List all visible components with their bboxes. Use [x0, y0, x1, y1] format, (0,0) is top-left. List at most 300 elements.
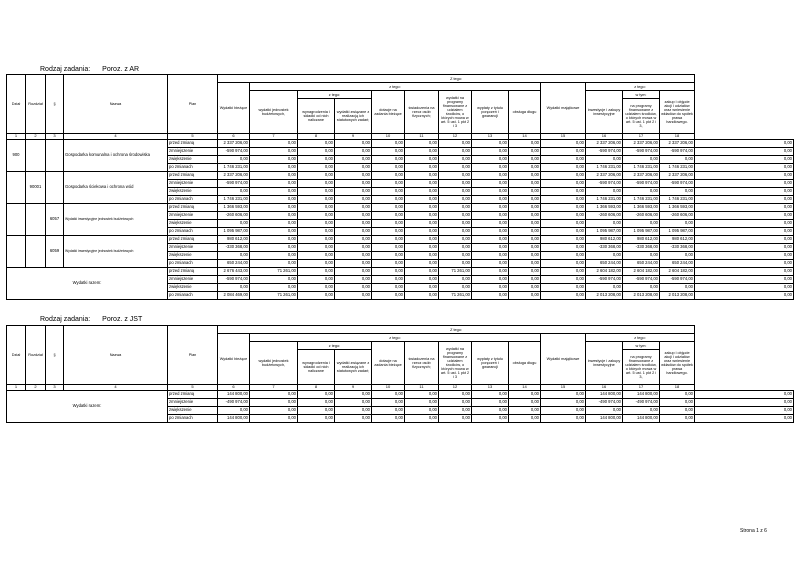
- value-cell: 0,00: [695, 415, 794, 423]
- table-row: [7, 391, 794, 399]
- value-cell: 0,00: [372, 196, 405, 204]
- value-cell: 0,00: [250, 204, 298, 212]
- value-cell: 1 746 231,00: [660, 196, 695, 204]
- value-cell: 0,00: [509, 284, 541, 292]
- value-cell: 0,00: [372, 188, 405, 196]
- value-cell: 0,00: [541, 156, 586, 164]
- value-cell: 0,00: [509, 407, 541, 415]
- value-cell: 0,00: [695, 391, 794, 399]
- value-cell: 1 746 231,00: [660, 164, 695, 172]
- value-cell: 0,00: [541, 148, 586, 156]
- column-number: 16: [586, 134, 623, 140]
- column-number: 4: [64, 385, 168, 391]
- header-wydatki-programy: wydatki na programy finansowane z udziałem środków, o których mowa w art. 5 ust. 1 pkt 2 i 3: [439, 91, 472, 134]
- value-cell: 0,00: [509, 140, 541, 148]
- value-cell: 0,00: [695, 140, 794, 148]
- value-cell: -590 974,00: [660, 148, 695, 156]
- value-cell: 0,00: [250, 276, 298, 284]
- value-cell: 0,00: [298, 260, 335, 268]
- value-cell: 0,00: [586, 284, 623, 292]
- value-cell: 1 746 231,00: [623, 164, 660, 172]
- value-cell: 0,00: [372, 276, 405, 284]
- value-cell: 0,00: [509, 276, 541, 284]
- value-cell: 0,00: [509, 292, 541, 300]
- header-z-tego-jednostek: z tego:: [298, 342, 372, 350]
- value-cell: 0,00: [472, 156, 509, 164]
- value-cell: 0,00: [541, 415, 586, 423]
- task-type-label: Rodzaj zadania:: [40, 316, 91, 323]
- value-cell: 0,00: [298, 140, 335, 148]
- value-cell: 0,00: [372, 212, 405, 220]
- value-cell: 144 800,00: [623, 391, 660, 399]
- value-cell: 0,00: [472, 399, 509, 407]
- value-cell: 0,00: [541, 407, 586, 415]
- value-cell: -590 974,00: [586, 180, 623, 188]
- value-cell: 0,00: [335, 220, 372, 228]
- value-cell: 0,00: [405, 140, 439, 148]
- header-wydatki-majatkowe: Wydatki majątkowe: [541, 83, 586, 134]
- header-dotacje: dotacje na zadania bieżące: [372, 342, 405, 385]
- value-cell: 0,00: [509, 260, 541, 268]
- value-cell: 0,00: [250, 220, 298, 228]
- value-cell: -260 606,00: [623, 212, 660, 220]
- header-inwestycje: inwestycje i zakupy inwestycyjne: [586, 91, 623, 134]
- value-cell: 0,00: [472, 164, 509, 172]
- paragraph-cell: [46, 140, 64, 172]
- value-cell: 0,00: [509, 236, 541, 244]
- header-z-tego-jednostek: z tego:: [298, 91, 372, 99]
- value-cell: 0,00: [298, 148, 335, 156]
- value-cell: 0,00: [405, 164, 439, 172]
- value-cell: 0,00: [695, 276, 794, 284]
- value-cell: -590 974,00: [218, 148, 250, 156]
- value-cell: 0,00: [660, 407, 695, 415]
- value-cell: 0,00: [623, 220, 660, 228]
- row-label: zmniejszenie: [168, 276, 218, 284]
- task-type-label: Rodzaj zadania:: [40, 66, 91, 73]
- value-cell: 0,00: [695, 164, 794, 172]
- column-number: 12: [439, 134, 472, 140]
- value-cell: 0,00: [250, 148, 298, 156]
- value-cell: 0,00: [250, 399, 298, 407]
- value-cell: 0,00: [298, 415, 335, 423]
- header-plan: Plan: [168, 326, 218, 385]
- value-cell: 0,00: [472, 292, 509, 300]
- value-cell: -590 974,00: [218, 180, 250, 188]
- value-cell: 0,00: [660, 415, 695, 423]
- column-number: 8: [298, 385, 335, 391]
- name-cell: Gospodarka komunalna i ochrona środowiska: [64, 140, 168, 172]
- value-cell: 0,00: [298, 228, 335, 236]
- value-cell: 71 261,00: [439, 292, 472, 300]
- value-cell: -490 974,00: [218, 399, 250, 407]
- value-cell: 0,00: [541, 180, 586, 188]
- value-cell: 0,00: [405, 180, 439, 188]
- paragraph-cell: 6057: [46, 204, 64, 236]
- value-cell: 0,00: [372, 156, 405, 164]
- header-z-tego-majatkowe: z tego:: [586, 83, 695, 91]
- value-cell: 650 244,00: [218, 260, 250, 268]
- value-cell: 0,00: [439, 140, 472, 148]
- row-label: zmniejszenie: [168, 244, 218, 252]
- value-cell: 0,00: [335, 212, 372, 220]
- value-cell: 0,00: [335, 260, 372, 268]
- value-cell: 0,00: [472, 188, 509, 196]
- expenditure-table-jst: [6, 325, 794, 423]
- value-cell: 0,00: [405, 244, 439, 252]
- value-cell: 0,00: [250, 228, 298, 236]
- column-number: 2: [26, 385, 46, 391]
- row-label: po zmianach: [168, 196, 218, 204]
- value-cell: 0,00: [372, 407, 405, 415]
- value-cell: 0,00: [541, 140, 586, 148]
- task-type-value: Poroz. z AR: [102, 66, 140, 73]
- value-cell: 0,00: [250, 284, 298, 292]
- row-label: przed zmianą: [168, 172, 218, 180]
- value-cell: -260 606,00: [660, 212, 695, 220]
- value-cell: 71 261,00: [250, 292, 298, 300]
- value-cell: 0,00: [439, 156, 472, 164]
- header-zakup-akcji: zakup i objęcie akcji i udziałów oraz wniesienie wkładów do spółek prawa handlowego.: [660, 342, 695, 385]
- value-cell: 0,00: [439, 276, 472, 284]
- value-cell: 0,00: [298, 276, 335, 284]
- value-cell: 0,00: [509, 268, 541, 276]
- value-cell: 144 800,00: [623, 415, 660, 423]
- value-cell: 0,00: [541, 391, 586, 399]
- header-inwestycje-programy: na programy finansowane z udziałem środków, o których mowa w art. 5 ust. 1 pkt 2 i 3,: [623, 99, 660, 134]
- value-cell: 0,00: [541, 220, 586, 228]
- value-cell: 0,00: [335, 268, 372, 276]
- rozdzial-cell: [26, 140, 46, 172]
- value-cell: 0,00: [298, 156, 335, 164]
- value-cell: 0,00: [541, 399, 586, 407]
- value-cell: 0,00: [218, 284, 250, 292]
- value-cell: 0,00: [372, 228, 405, 236]
- rozdzial-cell: [26, 204, 46, 236]
- value-cell: 0,00: [541, 276, 586, 284]
- value-cell: 0,00: [439, 391, 472, 399]
- value-cell: 0,00: [405, 228, 439, 236]
- value-cell: 0,00: [472, 260, 509, 268]
- header-w-tym: w tym:: [623, 342, 660, 350]
- value-cell: 0,00: [335, 252, 372, 260]
- value-cell: 2 013 208,00: [586, 292, 623, 300]
- value-cell: 0,00: [586, 156, 623, 164]
- header-wydatki-programy: wydatki na programy finansowane z udziałem środków, o których mowa w art. 5 ust. 1 pkt 2 i 3: [439, 342, 472, 385]
- column-number: 13: [472, 385, 509, 391]
- value-cell: 0,00: [439, 260, 472, 268]
- dzial-cell: [7, 204, 26, 236]
- value-cell: -590 974,00: [586, 276, 623, 284]
- value-cell: 0,00: [439, 212, 472, 220]
- header-paragraph: §: [46, 75, 64, 134]
- row-label: przed zmianą: [168, 204, 218, 212]
- value-cell: -490 974,00: [623, 399, 660, 407]
- value-cell: 1 095 987,00: [586, 228, 623, 236]
- value-cell: 0,00: [695, 284, 794, 292]
- value-cell: 0,00: [218, 188, 250, 196]
- value-cell: 0,00: [509, 220, 541, 228]
- column-number: 7: [250, 134, 298, 140]
- value-cell: 0,00: [298, 220, 335, 228]
- value-cell: 0,00: [298, 172, 335, 180]
- value-cell: 0,00: [509, 252, 541, 260]
- value-cell: -590 974,00: [218, 276, 250, 284]
- value-cell: 2 337 206,00: [623, 172, 660, 180]
- column-number: 1: [7, 385, 26, 391]
- column-number: 18: [660, 385, 695, 391]
- dzial-cell: [7, 236, 26, 268]
- value-cell: 0,00: [472, 415, 509, 423]
- column-number: 9: [335, 134, 372, 140]
- value-cell: 0,00: [660, 252, 695, 260]
- value-cell: 0,00: [372, 172, 405, 180]
- header-nazwa: Nazwa: [64, 75, 168, 134]
- value-cell: 0,00: [660, 284, 695, 292]
- value-cell: 0,00: [695, 268, 794, 276]
- value-cell: 0,00: [335, 172, 372, 180]
- row-label: przed zmianą: [168, 140, 218, 148]
- header-inwestycje-programy: na programy finansowane z udziałem środków, o których mowa w art. 5 ust. 1 pkt 2 i 3,: [623, 350, 660, 385]
- column-number: 16: [586, 385, 623, 391]
- value-cell: 650 244,00: [660, 260, 695, 268]
- value-cell: 0,00: [405, 276, 439, 284]
- value-cell: 0,00: [472, 180, 509, 188]
- header-plan: Plan: [168, 75, 218, 134]
- value-cell: 1 746 231,00: [586, 196, 623, 204]
- value-cell: 71 261,00: [250, 268, 298, 276]
- column-number: 15: [541, 134, 586, 140]
- value-cell: 0,00: [372, 399, 405, 407]
- header-rozdzial: Rozdział: [26, 326, 46, 385]
- value-cell: 0,00: [335, 399, 372, 407]
- value-cell: 0,00: [660, 156, 695, 164]
- value-cell: 0,00: [250, 236, 298, 244]
- value-cell: 0,00: [439, 399, 472, 407]
- value-cell: 0,00: [695, 172, 794, 180]
- header-z-tego-biezace: z tego:: [250, 83, 541, 91]
- value-cell: 0,00: [372, 148, 405, 156]
- value-cell: 0,00: [586, 407, 623, 415]
- value-cell: 0,00: [472, 236, 509, 244]
- table-row: [7, 204, 794, 212]
- value-cell: 0,00: [218, 407, 250, 415]
- value-cell: 650 244,00: [623, 260, 660, 268]
- expenditure-table-ar: [6, 74, 794, 300]
- value-cell: -590 974,00: [623, 148, 660, 156]
- row-label: zmniejszenie: [168, 212, 218, 220]
- value-cell: 0,00: [439, 244, 472, 252]
- value-cell: 0,00: [541, 260, 586, 268]
- column-number: 1: [7, 134, 26, 140]
- row-label: zmniejszenie: [168, 148, 218, 156]
- column-number: 8: [298, 134, 335, 140]
- value-cell: 0,00: [335, 140, 372, 148]
- value-cell: 0,00: [405, 391, 439, 399]
- value-cell: 0,00: [335, 276, 372, 284]
- value-cell: 0,00: [439, 164, 472, 172]
- value-cell: 2 337 206,00: [218, 172, 250, 180]
- value-cell: 0,00: [509, 180, 541, 188]
- value-cell: 0,00: [472, 148, 509, 156]
- value-cell: 0,00: [405, 220, 439, 228]
- value-cell: 0,00: [405, 268, 439, 276]
- header-dzial: Dział: [7, 326, 26, 385]
- task-type-value: Poroz. z JST: [102, 316, 143, 323]
- value-cell: 2 013 208,00: [660, 292, 695, 300]
- value-cell: -590 974,00: [586, 148, 623, 156]
- value-cell: 0,00: [439, 220, 472, 228]
- header-w-tym: w tym:: [623, 91, 660, 99]
- column-number: 15: [541, 385, 586, 391]
- row-label: zwiększenie: [168, 252, 218, 260]
- value-cell: 0,00: [335, 164, 372, 172]
- header-wydatki-jednostek: wydatki jednostek budżetowych,: [250, 342, 298, 385]
- value-cell: 0,00: [298, 391, 335, 399]
- value-cell: 0,00: [405, 196, 439, 204]
- value-cell: 0,00: [541, 244, 586, 252]
- value-cell: -590 974,00: [623, 276, 660, 284]
- value-cell: 0,00: [218, 220, 250, 228]
- value-cell: 0,00: [372, 284, 405, 292]
- name-cell: Gospodarka ściekowa i ochrona wód: [64, 172, 168, 204]
- value-cell: 71 261,00: [439, 268, 472, 276]
- value-cell: 0,00: [660, 391, 695, 399]
- row-label: zmniejszenie: [168, 399, 218, 407]
- value-cell: 0,00: [250, 180, 298, 188]
- header-zakup-akcji: zakup i objęcie akcji i udziałów oraz wniesienie wkładów do spółek prawa handlowego.: [660, 91, 695, 134]
- value-cell: 0,00: [250, 391, 298, 399]
- value-cell: 0,00: [298, 244, 335, 252]
- column-number: 10: [372, 385, 405, 391]
- value-cell: 0,00: [660, 188, 695, 196]
- value-cell: 0,00: [472, 391, 509, 399]
- value-cell: 0,00: [405, 415, 439, 423]
- value-cell: 0,00: [298, 188, 335, 196]
- value-cell: 0,00: [250, 188, 298, 196]
- value-cell: 1 746 231,00: [623, 196, 660, 204]
- value-cell: 0,00: [509, 415, 541, 423]
- column-number: 17: [623, 134, 660, 140]
- column-number: 11: [405, 134, 439, 140]
- value-cell: 2 676 443,00: [218, 268, 250, 276]
- value-cell: 0,00: [372, 244, 405, 252]
- value-cell: 0,00: [250, 140, 298, 148]
- value-cell: 0,00: [695, 156, 794, 164]
- value-cell: 0,00: [405, 407, 439, 415]
- value-cell: 1 366 593,00: [218, 204, 250, 212]
- value-cell: 0,00: [298, 268, 335, 276]
- value-cell: 0,00: [372, 220, 405, 228]
- value-cell: 0,00: [298, 164, 335, 172]
- value-cell: 2 337 206,00: [623, 140, 660, 148]
- total-label: Wydatki razem:: [7, 391, 168, 423]
- value-cell: -590 974,00: [660, 180, 695, 188]
- value-cell: 0,00: [335, 236, 372, 244]
- value-cell: 0,00: [509, 156, 541, 164]
- value-cell: 0,00: [623, 252, 660, 260]
- value-cell: 0,00: [372, 415, 405, 423]
- header-poreczenia: wypłaty z tytułu poręczeń i gwarancji: [472, 342, 509, 385]
- value-cell: 0,00: [509, 244, 541, 252]
- value-cell: 0,00: [695, 148, 794, 156]
- value-cell: 0,00: [405, 148, 439, 156]
- value-cell: 0,00: [335, 180, 372, 188]
- column-number: 14: [509, 385, 541, 391]
- header-wydatki-biezace: Wydatki bieżące: [218, 83, 250, 134]
- value-cell: 0,00: [372, 391, 405, 399]
- value-cell: 0,00: [405, 172, 439, 180]
- value-cell: 0,00: [250, 252, 298, 260]
- value-cell: 1 746 231,00: [586, 164, 623, 172]
- value-cell: 0,00: [250, 156, 298, 164]
- value-cell: 2 604 182,00: [586, 268, 623, 276]
- page-number: Strona 1 z 6: [740, 528, 767, 534]
- value-cell: 1 746 231,00: [218, 196, 250, 204]
- value-cell: 0,00: [405, 156, 439, 164]
- value-cell: 0,00: [472, 244, 509, 252]
- value-cell: 144 800,00: [586, 391, 623, 399]
- value-cell: 0,00: [372, 236, 405, 244]
- value-cell: 2 337 206,00: [660, 172, 695, 180]
- section2-title: [40, 316, 142, 323]
- column-number: 3: [46, 385, 64, 391]
- value-cell: 0,00: [298, 407, 335, 415]
- column-number: 18: [660, 134, 695, 140]
- value-cell: 0,00: [439, 172, 472, 180]
- value-cell: 0,00: [250, 260, 298, 268]
- value-cell: 0,00: [509, 204, 541, 212]
- value-cell: 1 746 231,00: [218, 164, 250, 172]
- value-cell: 1 095 987,00: [623, 228, 660, 236]
- value-cell: 0,00: [509, 172, 541, 180]
- value-cell: 0,00: [218, 252, 250, 260]
- header-obsluga-dlugu: obsługa długu: [509, 91, 541, 134]
- value-cell: 0,00: [372, 140, 405, 148]
- value-cell: 0,00: [250, 172, 298, 180]
- value-cell: 0,00: [472, 196, 509, 204]
- value-cell: 1 366 593,00: [586, 204, 623, 212]
- value-cell: -330 368,00: [218, 244, 250, 252]
- header-obsluga-dlugu: obsługa długu: [509, 342, 541, 385]
- value-cell: 0,00: [472, 407, 509, 415]
- column-number: 13: [472, 134, 509, 140]
- column-number: 5: [168, 134, 218, 140]
- value-cell: 0,00: [298, 180, 335, 188]
- value-cell: 0,00: [541, 252, 586, 260]
- value-cell: 0,00: [335, 156, 372, 164]
- value-cell: 0,00: [405, 284, 439, 292]
- header-wydatki-zwiazane: wydatki związane z realizacją ich statutowych zadań;: [335, 99, 372, 134]
- value-cell: 0,00: [541, 196, 586, 204]
- value-cell: 0,00: [472, 252, 509, 260]
- row-label: przed zmianą: [168, 268, 218, 276]
- header-inwestycje: inwestycje i zakupy inwestycyjne: [586, 342, 623, 385]
- header-swiadczenia: świadczenia na rzecz osób fizycznych;: [405, 342, 439, 385]
- header-wynagrodzenia: wynagrodzenia i składki od nich naliczane: [298, 350, 335, 385]
- value-cell: 0,00: [472, 276, 509, 284]
- value-cell: 0,00: [298, 204, 335, 212]
- value-cell: 0,00: [372, 260, 405, 268]
- table-row: [7, 268, 794, 276]
- value-cell: 0,00: [439, 204, 472, 212]
- value-cell: 0,00: [439, 407, 472, 415]
- value-cell: 0,00: [335, 188, 372, 196]
- header-wydatki-majatkowe: Wydatki majątkowe: [541, 334, 586, 385]
- value-cell: 0,00: [405, 292, 439, 300]
- column-number: 11: [405, 385, 439, 391]
- value-cell: 1 095 987,00: [218, 228, 250, 236]
